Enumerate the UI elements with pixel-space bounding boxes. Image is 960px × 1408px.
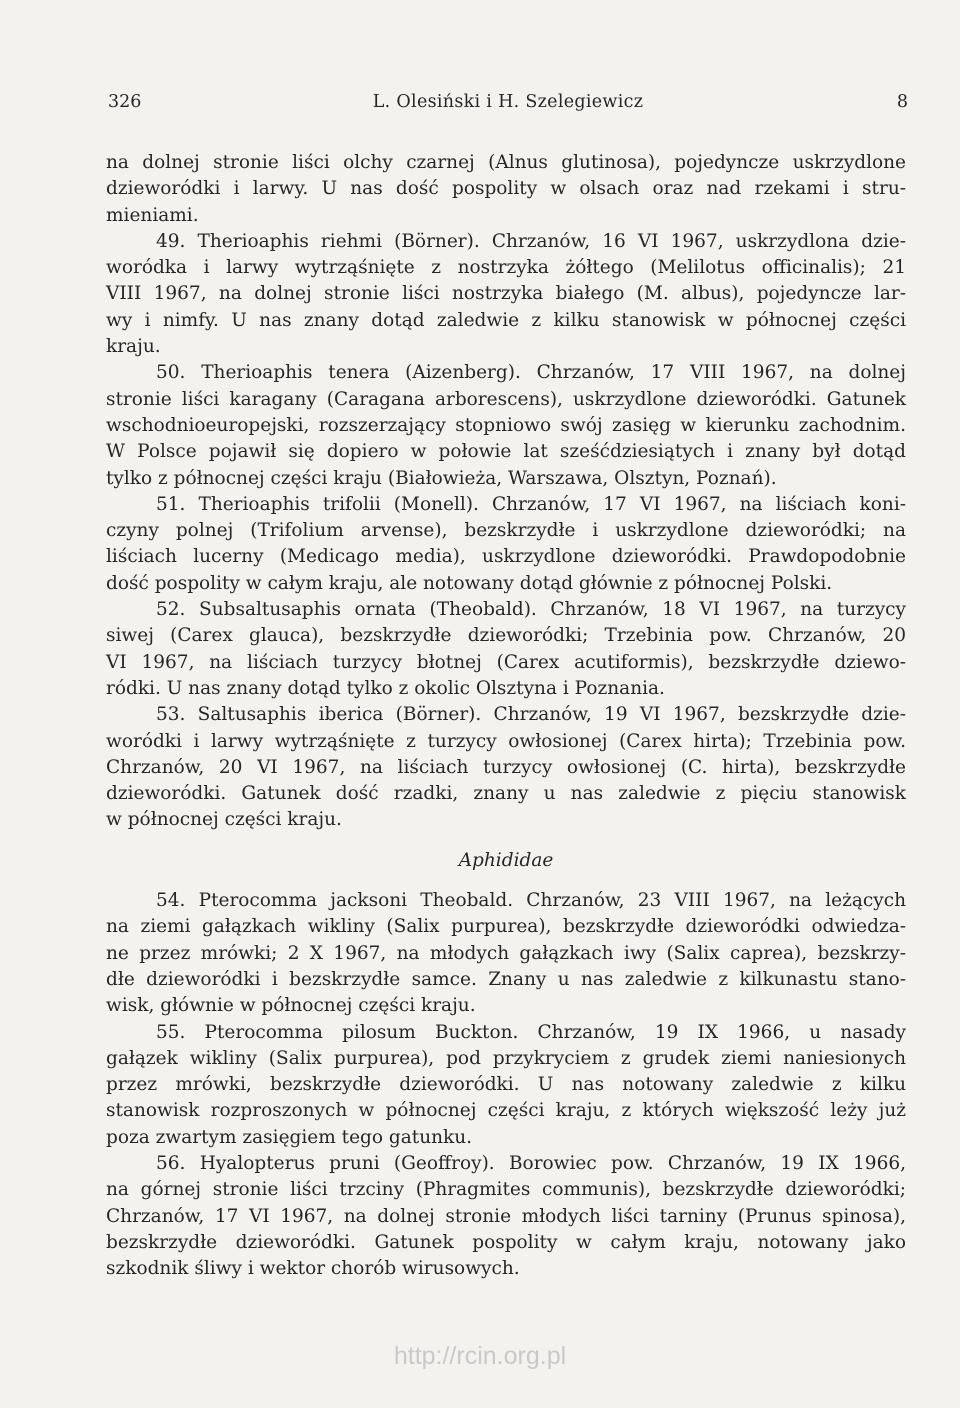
text-line: ródki. U nas znany dotąd tylko z okolic Olsztyna i Poznania. [106, 677, 665, 699]
text-line: szkodnik śliwy i wektor chorób wirusowych. [106, 1258, 520, 1280]
text-line: VI 1967, na liściach turzycy błotnej (Carex acutiformis), bezskrzydłe dziewo- [106, 651, 906, 673]
text-line: na dolnej stronie liści olchy czarnej (Alnus glutinosa), pojedyncze uskrzydlone [106, 152, 906, 173]
text-line: liściach lucerny (Medicago media), uskrzydlone dzieworódki. Prawdopodobnie [106, 546, 906, 568]
text-line: wschodnioeuropejski, rozszerzający stopniowo swój zasięg w kierunku zachodnim. [106, 414, 906, 436]
text-line: 54. Pterocomma jacksoni Theobald. Chrzanów, 23 VIII 1967, na leżących [156, 890, 906, 912]
text-line: 51. Therioaphis trifolii (Monell). Chrzanów, 17 VI 1967, na liściach koni- [156, 493, 906, 515]
text-line: dość pospolity w całym kraju, ale notowany dotąd głównie z północnej Polski. [106, 572, 833, 594]
text-line: w północnej części kraju. [106, 809, 342, 831]
running-title: L. Olesiński i H. Szelegiewicz [372, 92, 644, 112]
text-line: kraju. [106, 336, 161, 358]
text-line: 56. Hyalopterus pruni (Geoffroy). Borowiec pow. Chrzanów, 19 IX 1966, [156, 1152, 906, 1174]
text-line: 49. Therioaphis riehmi (Börner). Chrzanów, 16 VI 1967, uskrzydlona dzie- [156, 230, 906, 252]
section-heading: Aphididae [458, 849, 554, 871]
body-text [106, 150, 906, 1282]
text-line: bezskrzydłe dzieworódki. Gatunek pospolity w całym kraju, notowany jako [106, 1231, 906, 1253]
text-line: przez mrówki, bezskrzydłe dzieworódki. U nas notowany zaledwie z kilku [106, 1074, 906, 1096]
text-line: stanowisk rozproszonych w północnej części kraju, z których większość leży już [106, 1100, 906, 1122]
text-line: czyny polnej (Trifolium arvense), bezskrzydłe i uskrzydlone dzieworódki; na [106, 520, 906, 542]
text-line: 50. Therioaphis tenera (Aizenberg). Chrzanów, 17 VIII 1967, na dolnej [156, 362, 906, 384]
text-line: VIII 1967, na dolnej stronie liści nostrzyka białego (M. albus), pojedyncze lar- [106, 283, 906, 305]
text-line: mieniami. [106, 204, 199, 226]
text-line: woródki i larwy wytrząśnięte z turzycy owłosionej (Carex hirta); Trzebinia pow. [106, 730, 906, 752]
text-line: na ziemi gałązkach wikliny (Salix purpurea), bezskrzydłe dzieworódki odwiedza- [106, 916, 906, 938]
text-line: 55. Pterocomma pilosum Buckton. Chrzanów, 19 IX 1966, u nasady [156, 1021, 906, 1043]
text-line: wy i nimfy. U nas znany dotąd zaledwie z kilku stanowisk w północnej części [106, 309, 906, 331]
text-line: 52. Subsaltusaphis ornata (Theobald). Chrzanów, 18 VI 1967, na turzycy [156, 599, 906, 621]
text-line: ne przez mrówki; 2 X 1967, na młodych gałązkach iwy (Salix caprea), bezskrzy- [106, 942, 906, 964]
text-line: poza zwartym zasięgiem tego gatunku. [106, 1126, 473, 1148]
text-line: tylko z północnej części kraju (Białowieża, Warszawa, Olsztyn, Poznań). [106, 467, 777, 489]
text-line: wisk, głównie w północnej części kraju. [106, 995, 476, 1017]
text-line: dzieworódki i larwy. U nas dość pospolity w olsach oraz nad rzekami i stru- [106, 178, 906, 200]
text-line: woródka i larwy wytrząśnięte z nostrzyka żółtego (Melilotus officinalis); 21 [106, 257, 906, 279]
text-line: dzieworódki. Gatunek dość rzadki, znany u nas zaledwie z pięciu stanowisk [106, 783, 906, 805]
text-line: W Polsce pojawił się dopiero w połowie lat sześćdziesiątych i znany był dotąd [106, 441, 906, 463]
text-line: stronie liści karagany (Caragana arborescens), uskrzydlone dzieworódki. Gatunek [106, 388, 906, 410]
section-number: 8 [896, 92, 908, 112]
text-line: Chrzanów, 20 VI 1967, na liściach turzycy owłosionej (C. hirta), bezskrzydłe [106, 756, 906, 778]
text-line: dłe dzieworódki i bezskrzydłe samce. Znany u nas zaledwie z kilkunastu stano- [106, 968, 906, 990]
running-header [108, 92, 908, 122]
page-number: 326 [108, 92, 142, 112]
text-line: siwej (Carex glauca), bezskrzydłe dzieworódki; Trzebinia pow. Chrzanów, 20 [106, 625, 906, 647]
text-line: Chrzanów, 17 VI 1967, na dolnej stronie młodych liści tarniny (Prunus spinosa), [106, 1205, 906, 1227]
text-line: gałązek wikliny (Salix purpurea), pod przykryciem z grudek ziemi naniesionych [106, 1047, 906, 1069]
text-line: na górnej stronie liści trzciny (Phragmites communis), bezskrzydłe dzieworódki; [106, 1179, 906, 1201]
source-url-watermark: http://rcin.org.pl [393, 1342, 567, 1370]
text-line: 53. Saltusaphis iberica (Börner). Chrzanów, 19 VI 1967, bezskrzydłe dzie- [156, 704, 906, 726]
